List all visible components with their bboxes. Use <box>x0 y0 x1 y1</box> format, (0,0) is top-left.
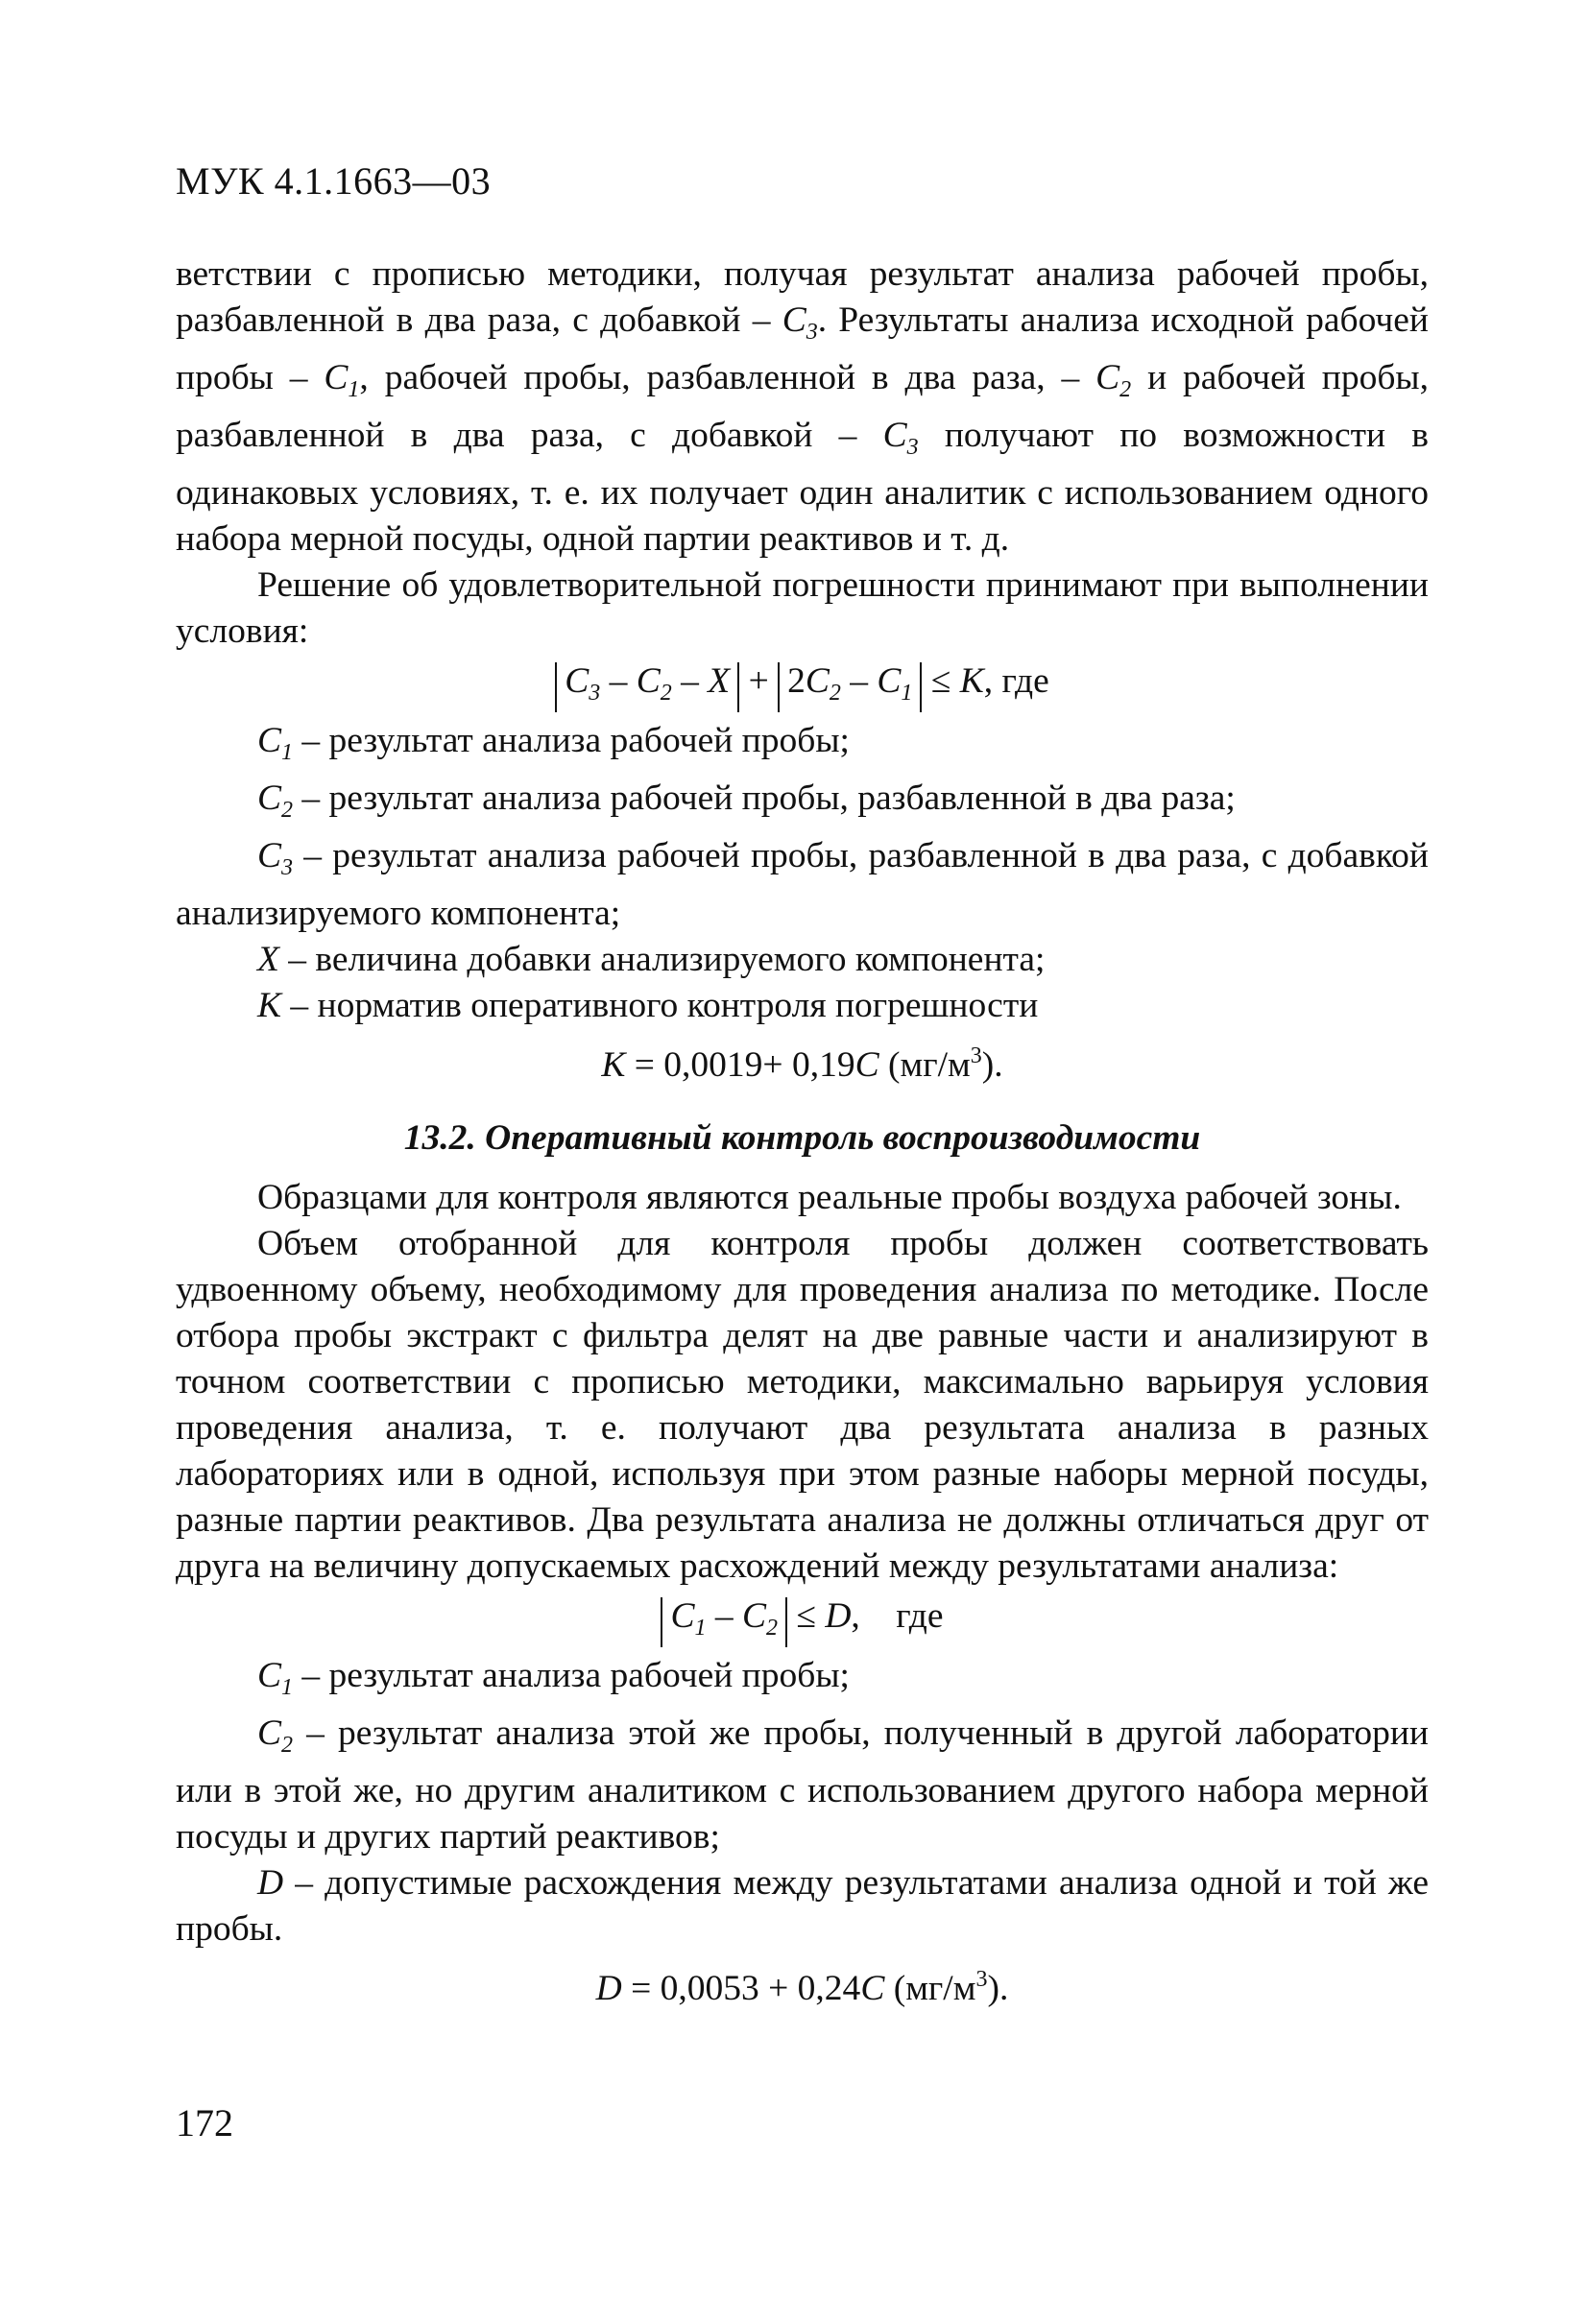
abs-term-1: $C_3 - C_2$ – X <box>555 662 739 712</box>
paragraph-procedure: Объем отобранной для контроля пробы должен соответствовать удвоенному объему, необходимому для проведения анализа по методике. После отбора пробы экстракт с фильтра делят на две равные части и анализируют в точном соответствии с прописью методики, максимально варьируя условия проведения анализа, т. е. получают два результата анализа в разных лабораториях или в одной, используя при этом разные наборы мерной посуды, разные партии реактивов. Два результата анализа не должны отличаться друг от друга на величину допускаемых расхождений между результатами анализа: <box>176 1224 1429 1586</box>
paragraph-condition: Решение об удовлетворительной погрешности принимают при выполнении условия: <box>176 565 1429 651</box>
paragraph-samples: Образцами для контроля являются реальные пробы воздуха рабочей зоны. <box>257 1178 1402 1217</box>
formula-d: D = 0,0053 + 0,24C $(мг/м^3)$. <box>595 1967 1009 2008</box>
definition-c2-repro: $C_2$ – результат анализа этой же пробы, полученный в другой лаборатории или в этой же, но другим аналитиком с использованием другого набора мерной посуды и других партий реактивов; <box>176 1713 1429 1857</box>
definition-x: X – величина добавки анализируемого компонента; <box>257 940 1046 979</box>
body-text <box>176 252 1429 2018</box>
definition-d: D – допустимые расхождения между результатами анализа одной и той же пробы. <box>176 1863 1429 1949</box>
formula-k: K = 0,0019+ 0,19C $(мг/м^3)$. <box>601 1043 1003 1085</box>
definition-c1-repro: $C_1$ – результат анализа рабочей пробы; <box>257 1656 850 1700</box>
section-heading: 13.2. Оперативный контроль воспроизводимости <box>403 1118 1201 1158</box>
document-code-header: МУК 4.1.1663—03 <box>176 159 492 203</box>
page-number: 172 <box>176 2101 233 2144</box>
definition-k: K – норматив оперативного контроля погрешности <box>257 986 1039 1025</box>
formula-reproducibility-condition: $C_1 - C_2 \le D$, где <box>176 1593 1429 1647</box>
formula-accuracy-condition: $C_3 - C_2 - X + 2C_2 - C_1 \le K$, где <box>176 659 1429 712</box>
abs-term-diff: $C_1 - C_2$ <box>661 1597 787 1647</box>
abs-term-2: $2C_2 - C_1$ <box>778 662 922 712</box>
definition-c1: $C_1$ – результат анализа рабочей пробы; <box>257 721 850 765</box>
paragraph-continuation: ветствии с прописью методики, получая результат анализа рабочей пробы, разбавленной в два раза, с добавкой – $C_3$. Результаты анализа исходной рабочей пробы – $C_1$, рабочей пробы, разбавленной в два раза, – $C_2$ и рабочей пробы, разбавленной в два раза, с добавкой – $C_3$ получают по возможности в одинаковых условиях, т. е. их получает один аналитик с использованием одного набора мерной посуды, одной партии реактивов и т. д. <box>176 254 1429 559</box>
definition-c3: $C_3$ – результат анализа рабочей пробы, разбавленной в два раза, с добавкой анализируемого компонента; <box>176 836 1429 933</box>
definition-c2: $C_2$ – результат анализа рабочей пробы, разбавленной в два раза; <box>257 779 1236 823</box>
